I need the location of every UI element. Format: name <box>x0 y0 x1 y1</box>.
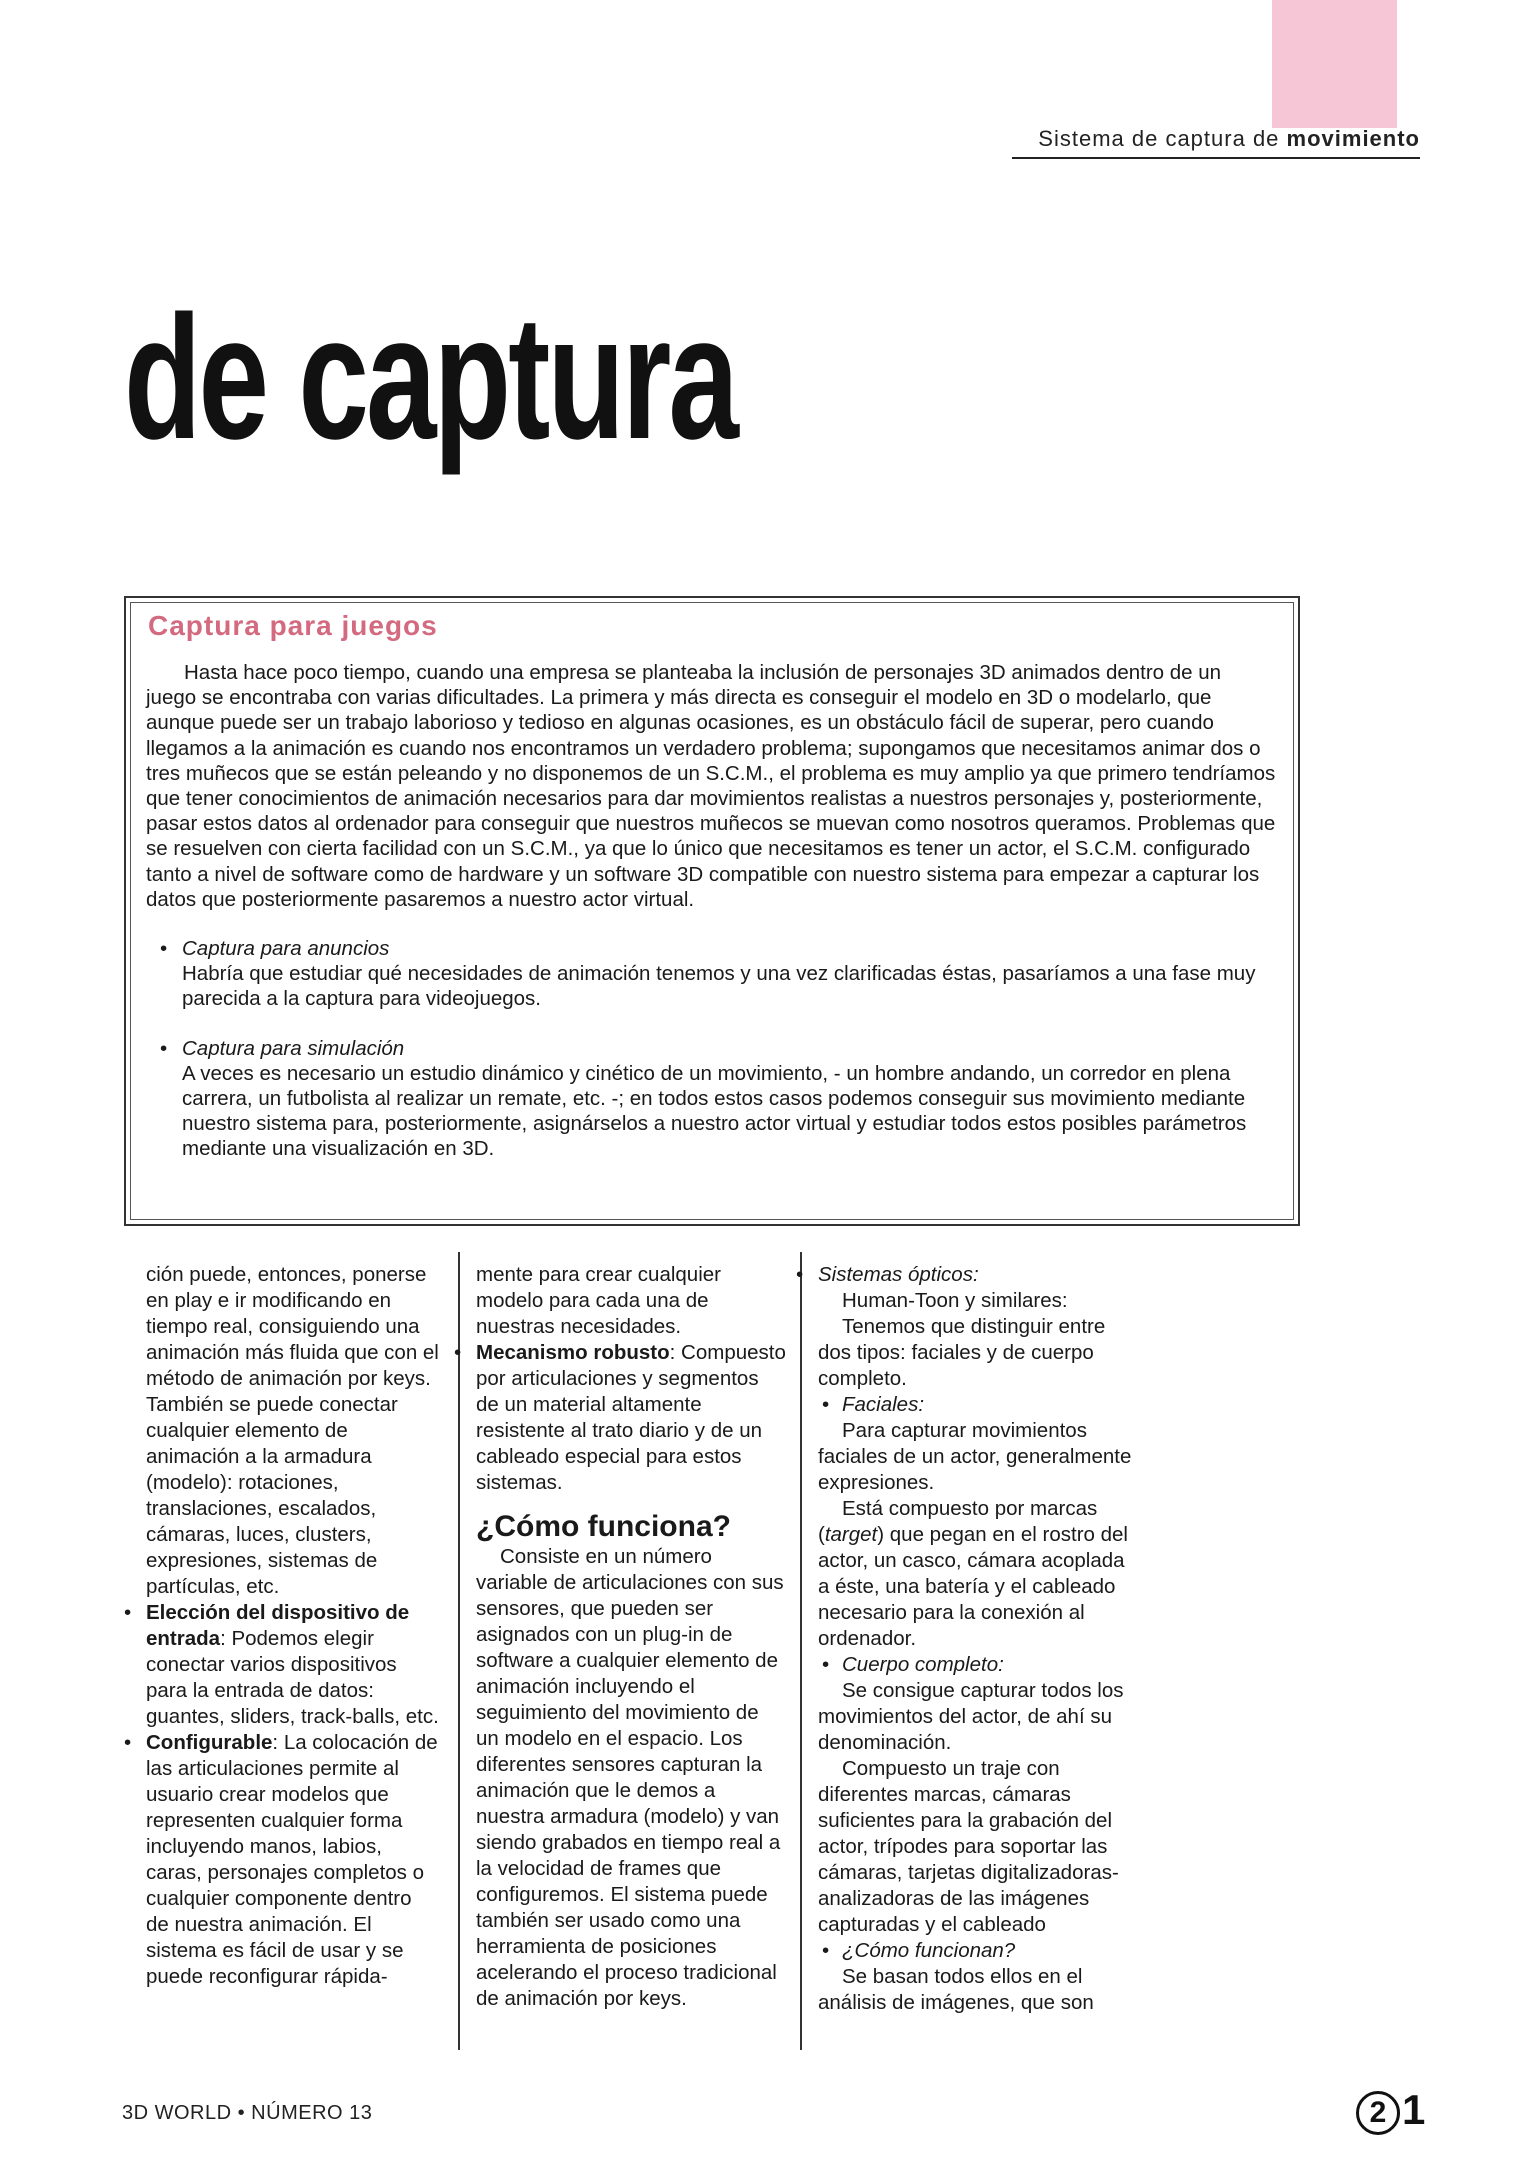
list-item <box>818 1652 1138 1678</box>
section-header <box>980 126 1420 152</box>
list-item <box>454 1340 786 1496</box>
footer-magazine: 3D WORLD • NÚMERO 13 <box>122 2102 373 2124</box>
sidebar-box <box>124 596 1300 1226</box>
list-item-title: Elección del dispositivo de entrada <box>146 1601 410 1650</box>
box-bullet-anuncios <box>146 936 1276 1012</box>
header-rule <box>1012 157 1420 159</box>
bullet-text: Habría que estudiar qué necesidades de animación tenemos y una vez clarificadas éstas, pasaríamos a una fase muy parecida a la captura para videojuegos. <box>182 962 1256 1011</box>
bullet-dot-icon: • <box>822 1653 830 1676</box>
bullet-dot-icon: • <box>796 1263 804 1286</box>
col1-paragraph: También se puede conectar cualquier elemento de animación a la armadura (modelo): rotaciones, translaciones, escalados, cámaras, luces, clusters, expresiones, sistemas de partículas, etc. <box>146 1393 398 1598</box>
list-item <box>796 1262 1138 1288</box>
bullet-dot-icon: • <box>454 1341 462 1364</box>
list-item-title: Sistemas ópticos: <box>818 1263 979 1286</box>
bullet-dot-icon: • <box>822 1939 830 1962</box>
col3-paragraph: Compuesto un traje con diferentes marcas, cámaras suficientes para la grabación del actor, trípodes para soportar las cámaras, tarjetas digitalizadoras-analizadoras de las imágenes capturadas y el cableado <box>818 1757 1119 1936</box>
page-number-circle: 2 <box>1356 2091 1400 2135</box>
box-body <box>146 660 1276 1162</box>
list-item <box>818 1392 1138 1418</box>
bullet-dot-icon: • <box>124 1731 132 1754</box>
col3-italic: target <box>824 1523 878 1546</box>
col3-text: ) que pegan en el rostro del actor, un casco, cámara acoplada a éste, una batería y el cableado necesario para la conexión al ordenador. <box>818 1523 1128 1650</box>
column-divider <box>800 1252 802 2050</box>
list-item <box>818 1938 1138 1964</box>
section-header-prefix: Sistema de captura de <box>1038 126 1287 151</box>
pink-corner-tab <box>1272 0 1397 128</box>
column-divider <box>458 1252 460 2050</box>
list-item-text: : Compuesto por articulaciones y segmentos de un material altamente resistente al trato diario y de un cableado especial para estos sistemas. <box>476 1341 786 1494</box>
box-title: Captura para juegos <box>148 610 438 641</box>
bullet-dot-icon: • <box>822 1393 830 1416</box>
col3-paragraph <box>818 1496 1138 1652</box>
bullet-dot-icon: • <box>124 1601 132 1624</box>
page-number-rest: 1 <box>1402 2086 1426 2133</box>
col3-text: Está compuesto por marcas ( <box>818 1497 1098 1546</box>
col3-paragraph: Se basan todos ellos en el análisis de imágenes, que son <box>818 1965 1094 2014</box>
bullet-dot-icon: • <box>160 1036 168 1060</box>
list-item-title: Cuerpo completo: <box>842 1653 1004 1676</box>
list-item-text: : Podemos elegir conectar varios dispositivos para la entrada de datos: guantes, sliders, track-balls, etc. <box>146 1627 439 1728</box>
box-intro: Hasta hace poco tiempo, cuando una empresa se planteaba la inclusión de personajes 3D animados dentro de un juego se encontraba con varias dificultades. La primera y más directa es conseguir el modelo en 3D o modelarlo, que aunque puede ser un trabajo laborioso y tedioso en algunas ocasiones, es un obstáculo fácil de superar, pero cuando llegamos a la animación es cuando nos encontramos un verdadero problema; supongamos que necesitamos animar dos o tres muñecos que se están peleando y no disponemos de un S.C.M., el problema es muy amplio ya que primero tendríamos que tener conocimientos de animación necesarios para dar movimientos realistas a nuestros personajes y, posteriormente, pasar estos datos al ordenador para conseguir que nuestros muñecos se muevan como nosotros queramos. Problemas que se resuelven con cierta facilidad con un S.C.M., ya que lo único que necesitamos es tener un actor, el S.C.M. configurado tanto a nivel de software como de hardware y un software 3D compatible con nuestro sistema para empezar a capturar los datos que posteriormente pasaremos a nuestro actor virtual. <box>146 661 1276 911</box>
bullet-text: A veces es necesario un estudio dinámico y cinético de un movimiento, - un hombre andando, un corredor en plena carrera, un futbolista al realizar un remate, etc. -; en todos estos casos podemos conseguir sus movimiento mediante nuestro sistema para, posteriormente, asignárselos a nuestro actor virtual y estudiar todos estos posibles parámetros mediante una visualización en 3D. <box>182 1061 1247 1161</box>
col3-paragraph: Human-Toon y similares: <box>842 1289 1068 1312</box>
bullet-label: Captura para simulación <box>182 1036 405 1060</box>
headline: de captura <box>124 280 737 476</box>
col3-paragraph: Para capturar movimientos faciales de un actor, generalmente expresiones. <box>818 1419 1132 1494</box>
column-3 <box>796 1262 1138 2016</box>
list-item-title: Configurable <box>146 1731 273 1754</box>
column-2 <box>454 1262 786 2012</box>
col2-paragraph: Consiste en un número variable de articulaciones con sus sensores, que pueden ser asignados con un plug-in de software a cualquier elemento de animación incluyendo el seguimiento del movimiento de un modelo en el espacio. Los diferentes sensores capturan la animación que le demos a nuestra armadura (modelo) y van siendo grabados en tiempo real a la velocidad de frames que configuremos. El sistema puede también ser usado como una herramienta de posiciones acelerando el proceso tradicional de animación por keys. <box>476 1545 784 2010</box>
section-header-strong: movimiento <box>1286 126 1420 151</box>
list-item <box>124 1600 440 1730</box>
col2-paragraph: mente para crear cualquier modelo para cada una de nuestras necesidades. <box>476 1263 721 1338</box>
list-item-title: Mecanismo robusto <box>476 1341 670 1364</box>
list-item-title: Faciales: <box>842 1393 925 1416</box>
col3-paragraph: Tenemos que distinguir entre dos tipos: faciales y de cuerpo completo. <box>818 1315 1106 1390</box>
col3-paragraph: Se consigue capturar todos los movimientos del actor, de ahí su denominación. <box>818 1679 1124 1754</box>
col1-paragraph: ción puede, entonces, ponerse en play e ir modificando en tiempo real, consiguiendo una animación más fluida que con el método de animación por keys. <box>146 1263 439 1390</box>
bullet-label: Captura para anuncios <box>182 937 390 961</box>
list-item-title: ¿Cómo funcionan? <box>842 1939 1016 1962</box>
list-item <box>124 1730 440 1990</box>
page-number <box>1356 2086 1425 2135</box>
subheading-como-funciona: ¿Cómo funciona? <box>476 1510 731 1543</box>
list-item-text: : La colocación de las articulaciones permite al usuario crear modelos que representen cualquier forma incluyendo manos, labios, caras, personajes completos o cualquier componente dentro de nuestra animación. El sistema es fácil de usar y se puede reconfigurar rápida- <box>146 1731 438 1988</box>
box-bullet-simulacion <box>146 1036 1276 1162</box>
column-1 <box>124 1262 440 1990</box>
bullet-dot-icon: • <box>160 937 168 961</box>
